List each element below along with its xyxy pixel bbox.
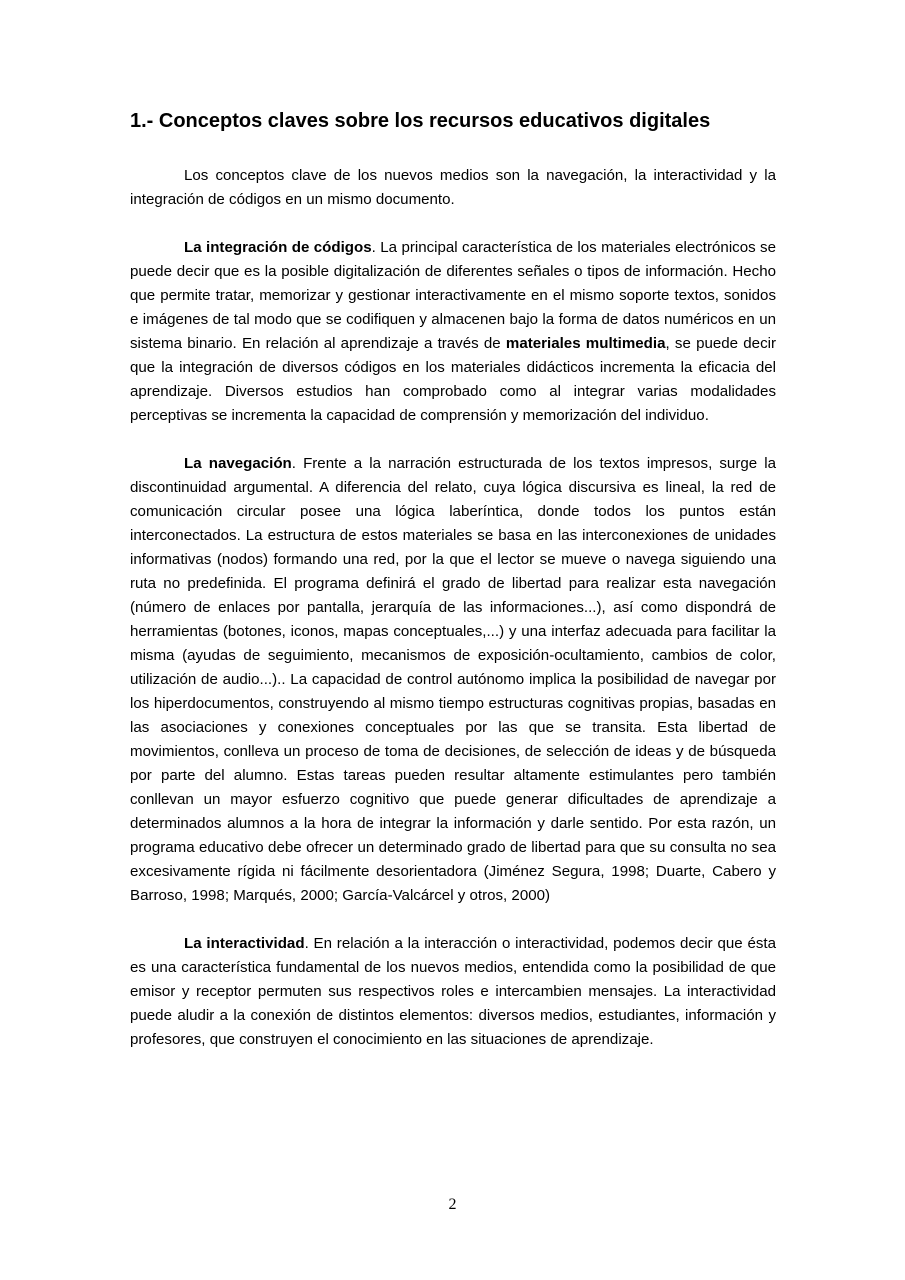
page-content — [130, 108, 776, 1076]
navegacion-text: . Frente a la narración estructurada de los textos impresos, surge la discontinuidad argumental. A diferencia del relato, cuya lógica discursiva es lineal, la red de comunicación circular posee una lógica laberíntica, donde todos los puntos están interconectados. La estructura de estos materiales se basa en las interconexiones de unidades informativas (nodos) formando una red, por la que el lector se mueve o navega siguiendo una ruta no predefinida. El programa definirá el grado de libertad para realizar esta navegación (número de enlaces por pantalla, jerarquía de las informaciones...), así como dispondrá de herramientas (botones, iconos, mapas conceptuales,...) y una interfaz adecuada para facilitar la misma (ayudas de seguimiento, mecanismos de exposición-ocultamiento, cambios de color, utilización de audio...).. La capacidad de control autónomo implica la posibilidad de navegar por los hiperdocumentos, construyendo al mismo tiempo estructuras cognitivas propias, basadas en las asociaciones y conexiones conceptuales por las que se transita. Esta libertad de movimientos, conlleva un proceso de toma de decisiones, de selección de ideas y de búsqueda por parte del alumno. Estas tareas pueden resultar altamente estimulantes pero también conllevan un mayor esfuerzo cognitivo que puede generar dificultades de aprendizaje a determinados alumnos a la hora de integrar la información y darle sentido. Por esta razón, un programa educativo debe ofrecer un determinado grado de libertad para que su consulta no sea excesivamente rígida ni fácilmente desorientadora (Jiménez Segura, 1998; Duarte, Cabero y Barroso, 1998; Marqués, 2000; García-Valcárcel y otros, 2000) — [130, 455, 776, 904]
interactividad-text: . En relación a la interacción o interactividad, podemos decir que ésta es una característica fundamental de los nuevos medios, entendida como la posibilidad de que emisor y receptor permuten sus respectivos roles e intercambien mensajes. La interactividad puede aludir a la conexión de distintos elementos: diversos medios, estudiantes, información y profesores, que construyen el conocimiento en las situaciones de aprendizaje. — [130, 935, 776, 1048]
integracion-text-b: , se puede decir que la integración de diversos códigos en los materiales didácticos incrementa la eficacia del aprendizaje. Diversos estudios han comprobado como al integrar varias modalidades perceptivas se incrementa la capacidad de comprensión y memorización del individuo. — [130, 335, 776, 424]
integracion-paragraph — [130, 236, 776, 428]
materiales-multimedia-emphasis: materiales multimedia — [505, 335, 666, 352]
section-title: 1.- Conceptos claves sobre los recursos educativos digitales — [130, 110, 711, 132]
navegacion-paragraph — [130, 452, 776, 908]
interactividad-paragraph — [130, 932, 776, 1052]
interactividad-heading: La interactividad — [184, 935, 305, 952]
page-number: 2 — [448, 1196, 457, 1213]
navegacion-heading: La navegación — [184, 455, 292, 472]
integracion-text-a: . La principal característica de los materiales electrónicos se puede decir que es la posible digitalización de diferentes señales o tipos de información. Hecho que permite tratar, memorizar y gestionar interactivamente en el mismo soporte textos, sonidos e imágenes de tal modo que se codifiquen y almacenen bajo la forma de datos numéricos en un sistema binario. En relación al aprendizaje a través de — [130, 239, 776, 352]
integracion-heading: La integración de códigos — [184, 239, 372, 256]
intro-paragraph: Los conceptos clave de los nuevos medios son la navegación, la interactividad y la integración de códigos en un mismo documento. — [130, 167, 776, 208]
